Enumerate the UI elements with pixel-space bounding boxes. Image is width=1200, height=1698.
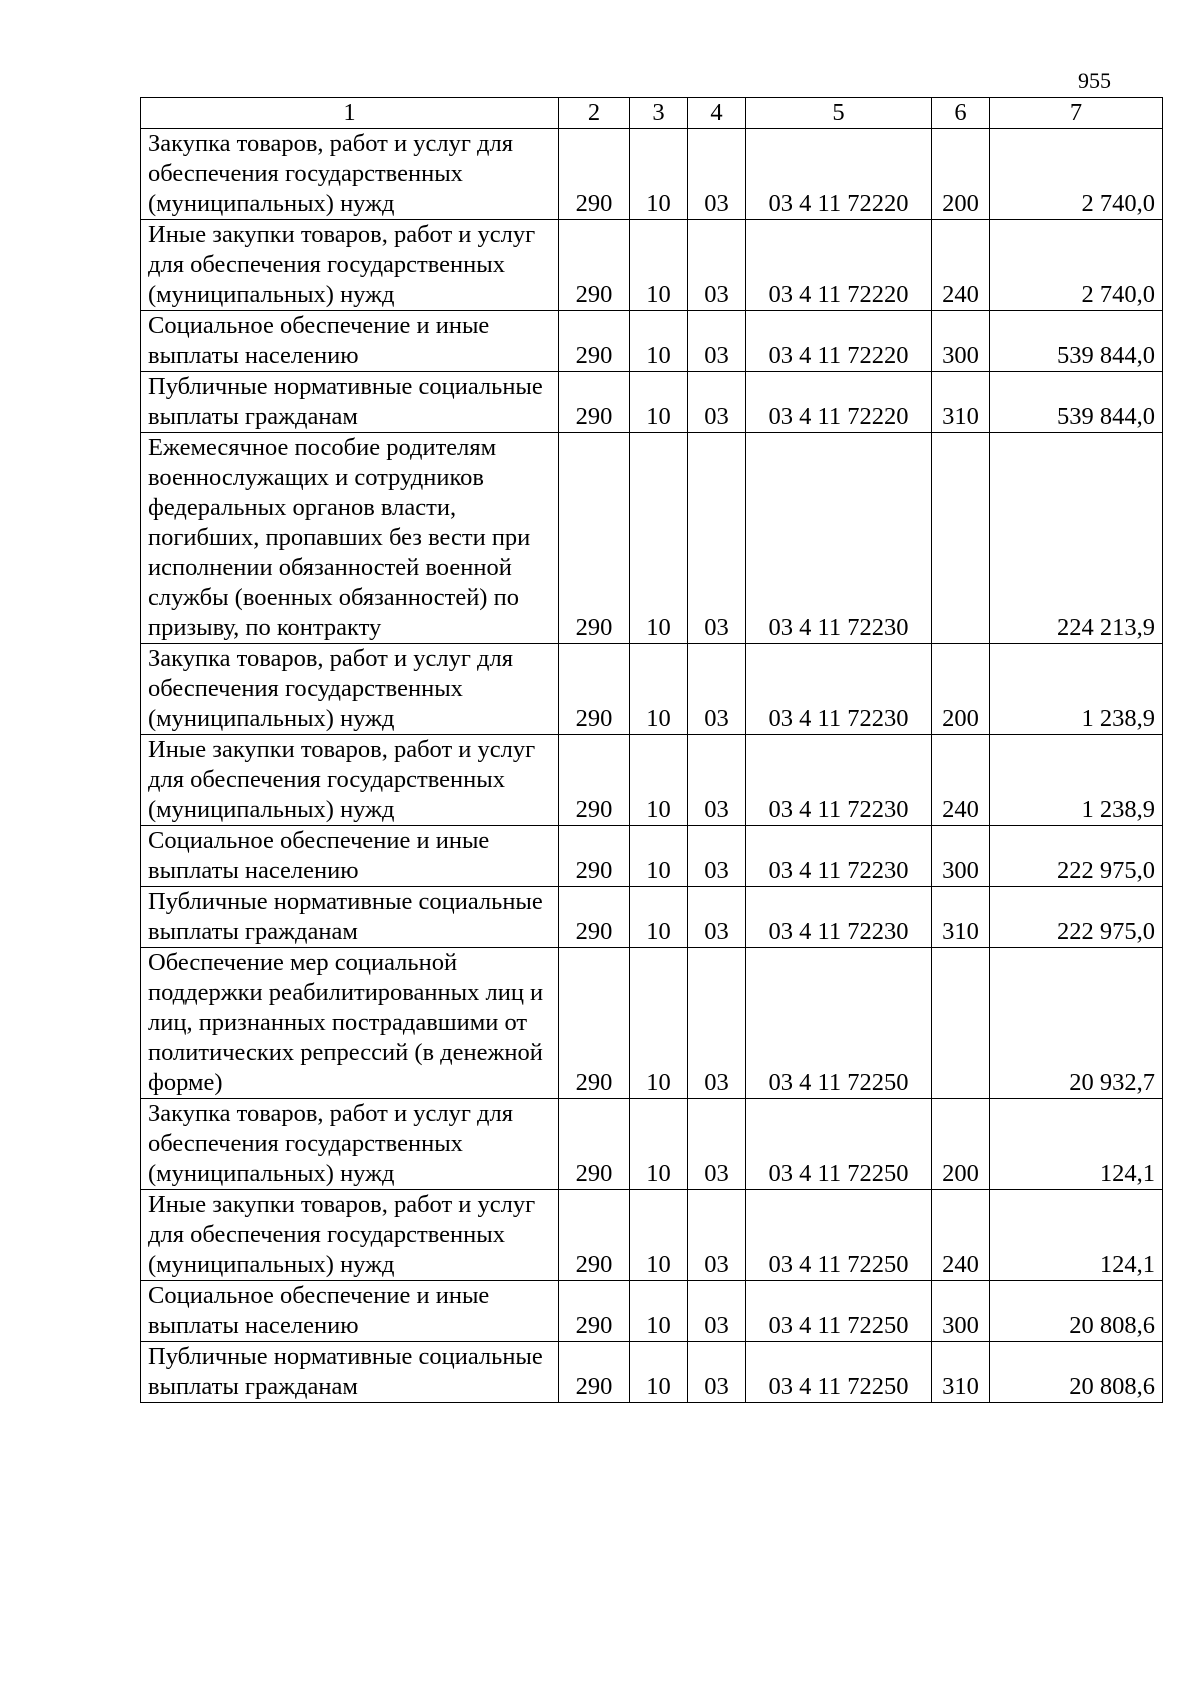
expense-type-code: 240 [932,220,990,311]
code-col-2: 290 [559,311,630,372]
subsection-code: 03 [688,1281,746,1342]
column-number-row [141,98,1163,129]
column-header: 5 [746,98,932,129]
subsection-code: 03 [688,826,746,887]
expense-type-code: 240 [932,735,990,826]
target-article-code: 03 4 11 72250 [746,1099,932,1190]
amount: 222 975,0 [990,887,1163,948]
target-article-code: 03 4 11 72230 [746,644,932,735]
amount: 20 808,6 [990,1342,1163,1403]
target-article-code: 03 4 11 72220 [746,311,932,372]
code-col-2: 290 [559,1281,630,1342]
section-code: 10 [630,1190,688,1281]
item-description: Закупка товаров, работ и услуг для обеспечения государственных (муниципальных) нужд [141,1099,559,1190]
section-code: 10 [630,220,688,311]
subsection-code: 03 [688,1099,746,1190]
subsection-code: 03 [688,1342,746,1403]
item-description: Публичные нормативные социальные выплаты гражданам [141,887,559,948]
section-code: 10 [630,433,688,644]
table-row [141,826,1163,887]
item-description: Закупка товаров, работ и услуг для обеспечения государственных (муниципальных) нужд [141,644,559,735]
table-row [141,311,1163,372]
subsection-code: 03 [688,887,746,948]
section-code: 10 [630,644,688,735]
target-article-code: 03 4 11 72230 [746,826,932,887]
section-code: 10 [630,948,688,1099]
table-row [141,1342,1163,1403]
item-description: Закупка товаров, работ и услуг для обеспечения государственных (муниципальных) нужд [141,129,559,220]
table-row [141,433,1163,644]
target-article-code: 03 4 11 72220 [746,129,932,220]
expense-type-code: 200 [932,129,990,220]
item-description: Публичные нормативные социальные выплаты гражданам [141,1342,559,1403]
amount: 539 844,0 [990,311,1163,372]
code-col-2: 290 [559,735,630,826]
expense-type-code: 300 [932,311,990,372]
code-col-2: 290 [559,1342,630,1403]
code-col-2: 290 [559,129,630,220]
table-row [141,1281,1163,1342]
target-article-code: 03 4 11 72220 [746,220,932,311]
item-description: Социальное обеспечение и иные выплаты населению [141,826,559,887]
item-description: Публичные нормативные социальные выплаты гражданам [141,372,559,433]
amount: 20 932,7 [990,948,1163,1099]
table-row [141,1190,1163,1281]
section-code: 10 [630,887,688,948]
target-article-code: 03 4 11 72250 [746,948,932,1099]
code-col-2: 290 [559,1190,630,1281]
target-article-code: 03 4 11 72230 [746,433,932,644]
page-number: 955 [1078,68,1111,93]
column-header: 1 [141,98,559,129]
column-header: 2 [559,98,630,129]
amount: 1 238,9 [990,735,1163,826]
table-row [141,220,1163,311]
expense-type-code: 310 [932,887,990,948]
amount: 124,1 [990,1099,1163,1190]
expense-type-code: 310 [932,1342,990,1403]
item-description: Иные закупки товаров, работ и услуг для обеспечения государственных (муниципальных) нужд [141,1190,559,1281]
section-code: 10 [630,1281,688,1342]
target-article-code: 03 4 11 72250 [746,1281,932,1342]
target-article-code: 03 4 11 72230 [746,735,932,826]
table-row [141,887,1163,948]
subsection-code: 03 [688,129,746,220]
table-body [141,129,1163,1403]
section-code: 10 [630,129,688,220]
subsection-code: 03 [688,433,746,644]
expense-type-code: 240 [932,1190,990,1281]
item-description: Иные закупки товаров, работ и услуг для обеспечения государственных (муниципальных) нужд [141,220,559,311]
column-header: 6 [932,98,990,129]
expense-type-code [932,433,990,644]
section-code: 10 [630,735,688,826]
column-header: 3 [630,98,688,129]
section-code: 10 [630,826,688,887]
code-col-2: 290 [559,887,630,948]
column-header: 7 [990,98,1163,129]
target-article-code: 03 4 11 72230 [746,887,932,948]
item-description: Социальное обеспечение и иные выплаты населению [141,1281,559,1342]
amount: 224 213,9 [990,433,1163,644]
item-description: Обеспечение мер социальной поддержки реабилитированных лиц и лиц, признанных пострадавшими от политических репрессий (в денежной форме) [141,948,559,1099]
amount: 222 975,0 [990,826,1163,887]
item-description: Иные закупки товаров, работ и услуг для обеспечения государственных (муниципальных) нужд [141,735,559,826]
item-description: Ежемесячное пособие родителям военнослужащих и сотрудников федеральных органов власти, погибших, пропавших без вести при исполнении обязанностей военной службы (военных обязанностей) по призыву, по контракту [141,433,559,644]
table-row [141,735,1163,826]
subsection-code: 03 [688,735,746,826]
column-header: 4 [688,98,746,129]
code-col-2: 290 [559,433,630,644]
table-row [141,948,1163,1099]
subsection-code: 03 [688,220,746,311]
table-row [141,1099,1163,1190]
code-col-2: 290 [559,826,630,887]
amount: 124,1 [990,1190,1163,1281]
code-col-2: 290 [559,1099,630,1190]
amount: 20 808,6 [990,1281,1163,1342]
expense-type-code: 300 [932,1281,990,1342]
target-article-code: 03 4 11 72220 [746,372,932,433]
code-col-2: 290 [559,220,630,311]
target-article-code: 03 4 11 72250 [746,1342,932,1403]
expense-type-code: 200 [932,1099,990,1190]
section-code: 10 [630,311,688,372]
section-code: 10 [630,372,688,433]
budget-table [140,97,1163,1403]
section-code: 10 [630,1342,688,1403]
subsection-code: 03 [688,948,746,1099]
amount: 1 238,9 [990,644,1163,735]
section-code: 10 [630,1099,688,1190]
subsection-code: 03 [688,644,746,735]
item-description: Социальное обеспечение и иные выплаты населению [141,311,559,372]
subsection-code: 03 [688,372,746,433]
table-row [141,129,1163,220]
expense-type-code: 200 [932,644,990,735]
amount: 539 844,0 [990,372,1163,433]
code-col-2: 290 [559,948,630,1099]
amount: 2 740,0 [990,220,1163,311]
expense-type-code [932,948,990,1099]
target-article-code: 03 4 11 72250 [746,1190,932,1281]
code-col-2: 290 [559,644,630,735]
subsection-code: 03 [688,1190,746,1281]
amount: 2 740,0 [990,129,1163,220]
expense-type-code: 300 [932,826,990,887]
subsection-code: 03 [688,311,746,372]
code-col-2: 290 [559,372,630,433]
expense-type-code: 310 [932,372,990,433]
table-row [141,644,1163,735]
table-row [141,372,1163,433]
